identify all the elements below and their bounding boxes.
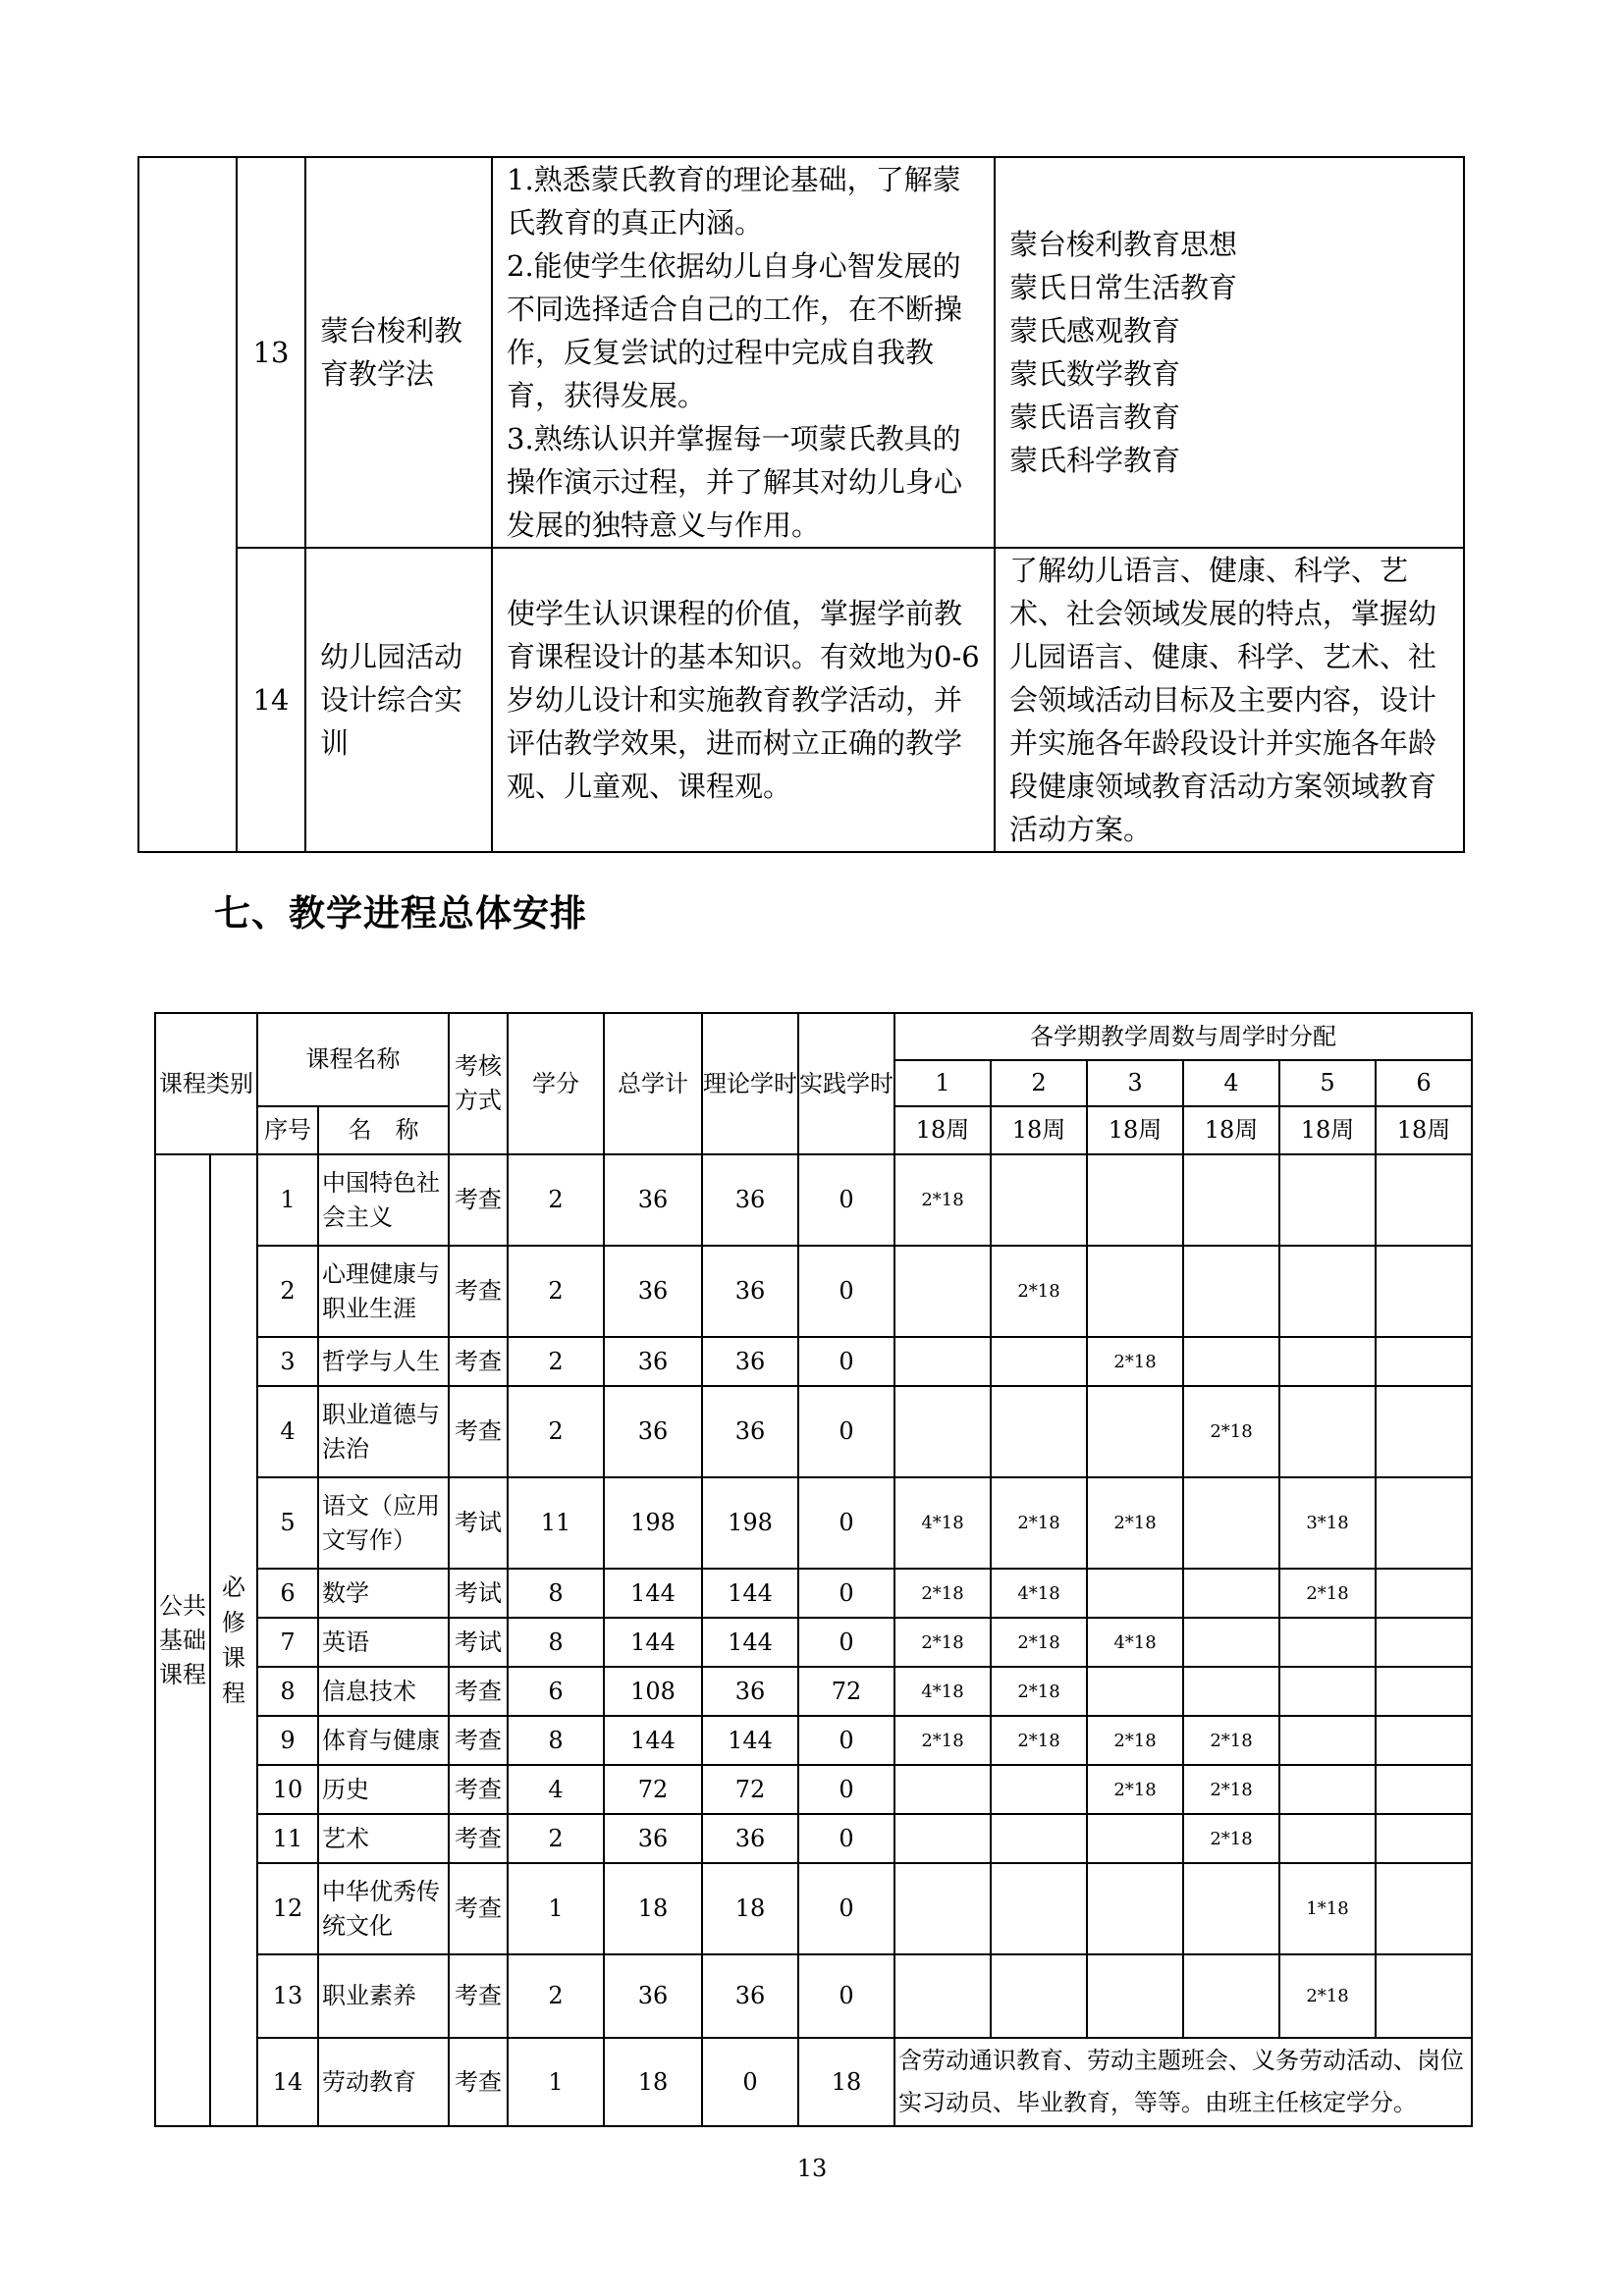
- course-credits: 8: [508, 1716, 604, 1765]
- header-weeks: 18周: [1183, 1106, 1279, 1154]
- course-total-hours: 198: [604, 1477, 702, 1569]
- semester-hours: 2*18: [894, 1716, 991, 1765]
- course-description-table: [137, 156, 1465, 853]
- semester-hours: [1183, 1667, 1279, 1716]
- semester-hours: [1376, 1337, 1472, 1386]
- header-semester: 4: [1183, 1060, 1279, 1106]
- semester-hours: [1183, 1337, 1279, 1386]
- course-name: 哲学与人生: [318, 1337, 449, 1386]
- semester-hours: [1183, 1618, 1279, 1667]
- header-weeks: 18周: [894, 1106, 991, 1154]
- semester-hours: 2*18: [991, 1618, 1087, 1667]
- semester-hours: [1376, 1863, 1472, 1954]
- course-theory-hours: 0: [702, 2038, 798, 2126]
- semester-hours: [1087, 1667, 1183, 1716]
- course-objectives: [492, 548, 995, 852]
- course-assessment: 考查: [449, 2038, 508, 2126]
- course-total-hours: 108: [604, 1667, 702, 1716]
- header-total-hours: 总学计: [604, 1013, 702, 1154]
- header-theory-hours: 理论学时: [702, 1013, 798, 1154]
- semester-hours: [1279, 1154, 1376, 1246]
- objective-item: 3.熟练认识并掌握每一项蒙氏教具的操作演示过程，并了解其对幼儿身心发展的独特意义与作用。: [507, 422, 963, 542]
- semester-hours: [991, 1863, 1087, 1954]
- course-practice-hours: 0: [798, 1477, 894, 1569]
- course-seq: 5: [257, 1477, 318, 1569]
- course-assessment: 考查: [449, 1667, 508, 1716]
- course-number: 14: [237, 548, 305, 852]
- semester-hours: [991, 1814, 1087, 1863]
- course-credits: 2: [508, 1337, 604, 1386]
- semester-hours: [1183, 1954, 1279, 2038]
- semester-hours: [1376, 1386, 1472, 1477]
- semester-hours: 2*18: [1087, 1765, 1183, 1814]
- course-name: 体育与健康: [318, 1716, 449, 1765]
- semester-hours: 2*18: [894, 1618, 991, 1667]
- semester-hours: [1279, 1814, 1376, 1863]
- table-row: [155, 1154, 1472, 1246]
- course-note: 含劳动通识教育、劳动主题班会、义务劳动活动、岗位实习动员、毕业教育，等等。由班主任核定学分。: [894, 2038, 1472, 2126]
- semester-hours: 1*18: [1279, 1863, 1376, 1954]
- semester-hours: 2*18: [1087, 1337, 1183, 1386]
- course-assessment: 考查: [449, 1246, 508, 1337]
- semester-hours: [1087, 1954, 1183, 2038]
- header-course-name: 课程名称: [257, 1013, 449, 1106]
- table-row: [155, 1246, 1472, 1337]
- header-weeks: 18周: [1376, 1106, 1472, 1154]
- table-row: [155, 1863, 1472, 1954]
- semester-hours: [1376, 1716, 1472, 1765]
- header-assessment: 考核方式: [449, 1013, 508, 1154]
- semester-hours: 2*18: [1279, 1569, 1376, 1618]
- course-seq: 8: [257, 1667, 318, 1716]
- category-cell-empty: [138, 157, 237, 852]
- course-theory-hours: 36: [702, 1814, 798, 1863]
- course-seq: 13: [257, 1954, 318, 2038]
- course-seq: 12: [257, 1863, 318, 1954]
- course-name: 语文（应用文写作）: [318, 1477, 449, 1569]
- header-semester: 5: [1279, 1060, 1376, 1106]
- course-name: 艺术: [318, 1814, 449, 1863]
- header-distribution: 各学期教学周数与周学时分配: [894, 1013, 1472, 1060]
- table-row: [155, 1569, 1472, 1618]
- content-item: 蒙氏日常生活教育: [1009, 271, 1238, 304]
- semester-hours: [1376, 1618, 1472, 1667]
- content-item: 蒙氏语言教育: [1009, 400, 1181, 434]
- course-credits: 2: [508, 1814, 604, 1863]
- semester-hours: [894, 1386, 991, 1477]
- header-seq: 序号: [257, 1106, 318, 1154]
- table-row: [155, 1618, 1472, 1667]
- semester-hours: 2*18: [1183, 1386, 1279, 1477]
- course-total-hours: 36: [604, 1814, 702, 1863]
- content-item: 蒙台梭利教育思想: [1009, 228, 1238, 261]
- header-weeks: 18周: [1087, 1106, 1183, 1154]
- semester-hours: [894, 1814, 991, 1863]
- course-name: 信息技术: [318, 1667, 449, 1716]
- section-heading: 七、教学进程总体安排: [214, 892, 587, 934]
- course-theory-hours: 36: [702, 1246, 798, 1337]
- content-item: 蒙氏科学教育: [1009, 444, 1181, 477]
- semester-hours: [1376, 1954, 1472, 2038]
- table-row: [155, 1814, 1472, 1863]
- course-total-hours: 36: [604, 1246, 702, 1337]
- table-row: [138, 548, 1464, 852]
- semester-hours: [1087, 1154, 1183, 1246]
- subcategory-label: 必修课程: [222, 1574, 245, 1707]
- semester-hours: [1087, 1386, 1183, 1477]
- course-name: 职业道德与法治: [318, 1386, 449, 1477]
- course-theory-hours: 18: [702, 1863, 798, 1954]
- course-seq: 2: [257, 1246, 318, 1337]
- header-name: 名 称: [318, 1106, 449, 1154]
- semester-hours: 2*18: [991, 1667, 1087, 1716]
- header-category: 课程类别: [155, 1013, 257, 1154]
- course-name: 心理健康与职业生涯: [318, 1246, 449, 1337]
- course-name: 中国特色社会主义: [318, 1154, 449, 1246]
- header-credits: 学分: [508, 1013, 604, 1154]
- course-practice-hours: 0: [798, 1716, 894, 1765]
- content-item: 蒙氏数学教育: [1009, 357, 1181, 391]
- course-assessment: 考查: [449, 1154, 508, 1246]
- course-credits: 4: [508, 1765, 604, 1814]
- objective-item: 2.能使学生依据幼儿自身心智发展的不同选择适合自己的工作，在不断操作，反复尝试的过程中完成自我教育，获得发展。: [507, 249, 963, 412]
- semester-hours: 3*18: [1279, 1477, 1376, 1569]
- course-content: [995, 157, 1464, 548]
- course-assessment: 考查: [449, 1814, 508, 1863]
- semester-hours: [1376, 1667, 1472, 1716]
- course-theory-hours: 36: [702, 1954, 798, 2038]
- course-practice-hours: 0: [798, 1386, 894, 1477]
- semester-hours: [1279, 1716, 1376, 1765]
- semester-hours: 2*18: [991, 1716, 1087, 1765]
- semester-hours: [991, 1154, 1087, 1246]
- course-credits: 8: [508, 1569, 604, 1618]
- course-name: 劳动教育: [318, 2038, 449, 2126]
- course-name: 中华优秀传统文化: [318, 1863, 449, 1954]
- course-total-hours: 144: [604, 1716, 702, 1765]
- course-assessment: 考查: [449, 1716, 508, 1765]
- table-row: [155, 1386, 1472, 1477]
- course-seq: 3: [257, 1337, 318, 1386]
- subcategory-cell: [210, 1154, 257, 2126]
- header-practice-hours: 实践学时: [798, 1013, 894, 1154]
- course-credits: 2: [508, 1246, 604, 1337]
- semester-hours: [991, 1954, 1087, 2038]
- semester-hours: 2*18: [1183, 1716, 1279, 1765]
- course-seq: 9: [257, 1716, 318, 1765]
- table-row: [155, 1667, 1472, 1716]
- course-practice-hours: 18: [798, 2038, 894, 2126]
- course-name: 历史: [318, 1765, 449, 1814]
- semester-hours: [894, 1246, 991, 1337]
- table-row: [155, 1954, 1472, 2038]
- course-content: [995, 548, 1464, 852]
- course-total-hours: 36: [604, 1154, 702, 1246]
- header-semester: 3: [1087, 1060, 1183, 1106]
- course-theory-hours: 36: [702, 1667, 798, 1716]
- semester-hours: 4*18: [991, 1569, 1087, 1618]
- semester-hours: [1279, 1386, 1376, 1477]
- course-seq: 7: [257, 1618, 318, 1667]
- course-name: 数学: [318, 1569, 449, 1618]
- semester-hours: [1279, 1618, 1376, 1667]
- semester-hours: 2*18: [991, 1246, 1087, 1337]
- semester-hours: [1376, 1814, 1472, 1863]
- course-theory-hours: 144: [702, 1618, 798, 1667]
- semester-hours: [991, 1386, 1087, 1477]
- semester-hours: [1376, 1569, 1472, 1618]
- course-name: 职业素养: [318, 1954, 449, 2038]
- semester-hours: 2*18: [1183, 1765, 1279, 1814]
- course-assessment: 考试: [449, 1477, 508, 1569]
- table-row: [155, 1477, 1472, 1569]
- table-row: [155, 2038, 1472, 2126]
- course-practice-hours: 0: [798, 1246, 894, 1337]
- semester-hours: [991, 1765, 1087, 1814]
- course-total-hours: 72: [604, 1765, 702, 1814]
- semester-hours: [1087, 1569, 1183, 1618]
- course-credits: 1: [508, 1863, 604, 1954]
- course-credits: 2: [508, 1386, 604, 1477]
- semester-hours: [894, 1765, 991, 1814]
- semester-hours: 2*18: [894, 1154, 991, 1246]
- course-total-hours: 18: [604, 1863, 702, 1954]
- semester-hours: [1183, 1477, 1279, 1569]
- header-weeks: 18周: [1279, 1106, 1376, 1154]
- semester-hours: 2*18: [991, 1477, 1087, 1569]
- course-assessment: 考查: [449, 1337, 508, 1386]
- course-assessment: 考试: [449, 1569, 508, 1618]
- semester-hours: 2*18: [1279, 1954, 1376, 2038]
- course-seq: 1: [257, 1154, 318, 1246]
- semester-hours: 4*18: [894, 1667, 991, 1716]
- course-credits: 2: [508, 1154, 604, 1246]
- schedule-body: [155, 1154, 1472, 2126]
- course-theory-hours: 144: [702, 1569, 798, 1618]
- course-credits: 2: [508, 1954, 604, 2038]
- semester-hours: [1279, 1765, 1376, 1814]
- semester-hours: [1279, 1667, 1376, 1716]
- course-assessment: 考试: [449, 1618, 508, 1667]
- course-practice-hours: 0: [798, 1618, 894, 1667]
- semester-hours: [1087, 1246, 1183, 1337]
- semester-hours: [1376, 1246, 1472, 1337]
- objective-item: 1.熟悉蒙氏教育的理论基础，了解蒙氏教育的真正内涵。: [507, 163, 961, 240]
- course-assessment: 考查: [449, 1863, 508, 1954]
- header-semester: 6: [1376, 1060, 1472, 1106]
- course-credits: 8: [508, 1618, 604, 1667]
- table-row: [155, 1716, 1472, 1765]
- header-weeks: 18周: [991, 1106, 1087, 1154]
- semester-hours: [1279, 1337, 1376, 1386]
- course-practice-hours: 0: [798, 1765, 894, 1814]
- course-total-hours: 144: [604, 1618, 702, 1667]
- table-row: [155, 1337, 1472, 1386]
- semester-hours: [991, 1337, 1087, 1386]
- course-total-hours: 18: [604, 2038, 702, 2126]
- course-practice-hours: 72: [798, 1667, 894, 1716]
- course-seq: 6: [257, 1569, 318, 1618]
- course-seq: 11: [257, 1814, 318, 1863]
- category-cell: 公共基础课程: [155, 1154, 210, 2126]
- semester-hours: 2*18: [1087, 1477, 1183, 1569]
- semester-hours: 2*18: [894, 1569, 991, 1618]
- header-row: [155, 1013, 1472, 1060]
- teaching-schedule-table: [154, 1012, 1473, 2127]
- header-semester: 2: [991, 1060, 1087, 1106]
- course-theory-hours: 144: [702, 1716, 798, 1765]
- course-total-hours: 36: [604, 1337, 702, 1386]
- course-seq: 10: [257, 1765, 318, 1814]
- content-item: 了解幼儿语言、健康、科学、艺术、社会领域发展的特点，掌握幼儿园语言、健康、科学、艺术、社会领域活动目标及主要内容，设计并实施各年龄段设计并实施各年龄段健康领域教育活动方案领域教育活动方案。: [1009, 554, 1437, 846]
- course-practice-hours: 0: [798, 1569, 894, 1618]
- course-name: 英语: [318, 1618, 449, 1667]
- course-total-hours: 36: [604, 1954, 702, 2038]
- course-seq: 14: [257, 2038, 318, 2126]
- semester-hours: [894, 1954, 991, 2038]
- semester-hours: 4*18: [894, 1477, 991, 1569]
- objective-item: 使学生认识课程的价值，掌握学前教育课程设计的基本知识。有效地为0-6岁幼儿设计和实施教育教学活动，并评估教学效果，进而树立正确的教学观、儿童观、课程观。: [507, 597, 980, 803]
- course-theory-hours: 36: [702, 1337, 798, 1386]
- course-name: 幼儿园活动设计综合实训: [305, 548, 492, 852]
- course-total-hours: 36: [604, 1386, 702, 1477]
- semester-hours: [1087, 1863, 1183, 1954]
- course-name: 蒙台梭利教育教学法: [305, 157, 492, 548]
- course-assessment: 考查: [449, 1765, 508, 1814]
- semester-hours: [894, 1337, 991, 1386]
- course-credits: 11: [508, 1477, 604, 1569]
- course-assessment: 考查: [449, 1386, 508, 1477]
- semester-hours: [1087, 1814, 1183, 1863]
- course-objectives: [492, 157, 995, 548]
- course-credits: 1: [508, 2038, 604, 2126]
- semester-hours: [894, 1863, 991, 1954]
- header-semester: 1: [894, 1060, 991, 1106]
- course-theory-hours: 36: [702, 1386, 798, 1477]
- semester-hours: [1183, 1246, 1279, 1337]
- course-credits: 6: [508, 1667, 604, 1716]
- semester-hours: 2*18: [1183, 1814, 1279, 1863]
- semester-hours: [1376, 1765, 1472, 1814]
- course-practice-hours: 0: [798, 1337, 894, 1386]
- semester-hours: [1279, 1246, 1376, 1337]
- course-theory-hours: 36: [702, 1154, 798, 1246]
- course-practice-hours: 0: [798, 1954, 894, 2038]
- course-seq: 4: [257, 1386, 318, 1477]
- semester-hours: [1183, 1863, 1279, 1954]
- semester-hours: [1183, 1154, 1279, 1246]
- course-practice-hours: 0: [798, 1814, 894, 1863]
- course-number: 13: [237, 157, 305, 548]
- course-assessment: 考查: [449, 1954, 508, 2038]
- page-number: 13: [796, 2155, 828, 2182]
- course-theory-hours: 72: [702, 1765, 798, 1814]
- course-theory-hours: 198: [702, 1477, 798, 1569]
- course-total-hours: 144: [604, 1569, 702, 1618]
- table-row: [155, 1765, 1472, 1814]
- semester-hours: [1376, 1477, 1472, 1569]
- table-row: [138, 157, 1464, 548]
- semester-hours: 2*18: [1087, 1716, 1183, 1765]
- content-item: 蒙氏感观教育: [1009, 314, 1181, 347]
- semester-hours: [1183, 1569, 1279, 1618]
- course-practice-hours: 0: [798, 1154, 894, 1246]
- semester-hours: [1376, 1154, 1472, 1246]
- course-practice-hours: 0: [798, 1863, 894, 1954]
- semester-hours: 4*18: [1087, 1618, 1183, 1667]
